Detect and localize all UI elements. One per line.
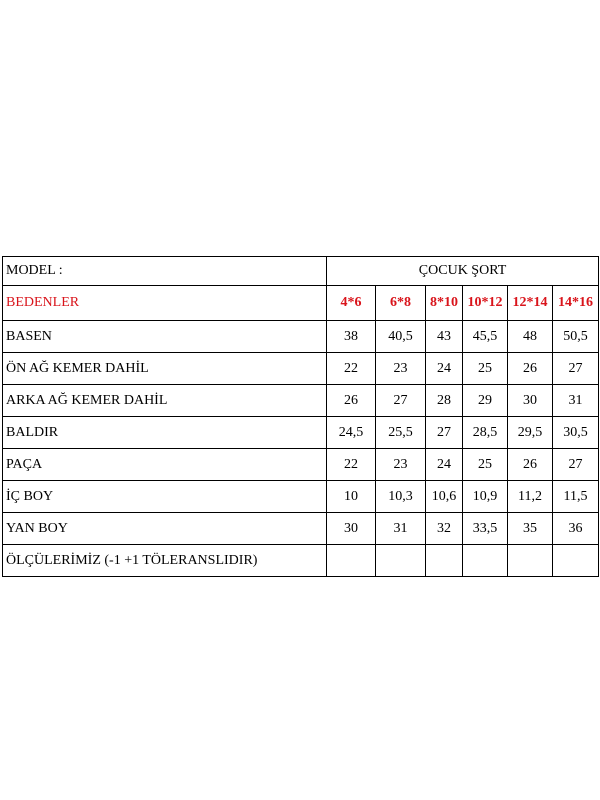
measurement-value: 24 — [426, 353, 463, 385]
measurement-value: 27 — [553, 353, 599, 385]
measurement-value: 38 — [327, 321, 376, 353]
empty-cell — [376, 545, 426, 577]
size-header: 10*12 — [463, 286, 508, 321]
measurement-label: YAN BOY — [3, 513, 327, 545]
model-label: MODEL : — [3, 257, 327, 286]
measurement-value: 31 — [376, 513, 426, 545]
table-row — [3, 513, 599, 545]
measurement-value: 10,6 — [426, 481, 463, 513]
measurement-value: 50,5 — [553, 321, 599, 353]
size-header: 8*10 — [426, 286, 463, 321]
tolerance-note: ÖLÇÜLERİMİZ (-1 +1 TÖLERANSLIDIR) — [3, 545, 327, 577]
empty-cell — [426, 545, 463, 577]
measurement-value: 31 — [553, 385, 599, 417]
table-row — [3, 417, 599, 449]
measurement-value: 22 — [327, 353, 376, 385]
table-row — [3, 481, 599, 513]
product-name: ÇOCUK ŞORT — [327, 257, 599, 286]
measurement-value: 24 — [426, 449, 463, 481]
size-header: 4*6 — [327, 286, 376, 321]
table-row — [3, 321, 599, 353]
measurement-value: 27 — [376, 385, 426, 417]
measurement-value: 30 — [327, 513, 376, 545]
measurement-value: 29,5 — [508, 417, 553, 449]
size-chart-table — [2, 256, 599, 577]
sizes-label: BEDENLER — [3, 286, 327, 321]
empty-cell — [327, 545, 376, 577]
measurement-value: 22 — [327, 449, 376, 481]
table-row — [3, 385, 599, 417]
table-row — [3, 353, 599, 385]
measurement-value: 35 — [508, 513, 553, 545]
measurement-value: 25 — [463, 449, 508, 481]
empty-cell — [463, 545, 508, 577]
measurement-value: 25 — [463, 353, 508, 385]
measurement-value: 24,5 — [327, 417, 376, 449]
measurement-value: 26 — [508, 353, 553, 385]
measurement-label: ÖN AĞ KEMER DAHİL — [3, 353, 327, 385]
measurement-value: 48 — [508, 321, 553, 353]
empty-cell — [508, 545, 553, 577]
measurement-value: 30,5 — [553, 417, 599, 449]
measurement-label: BALDIR — [3, 417, 327, 449]
measurement-value: 28,5 — [463, 417, 508, 449]
measurement-value: 45,5 — [463, 321, 508, 353]
measurement-label: İÇ BOY — [3, 481, 327, 513]
measurement-value: 10,3 — [376, 481, 426, 513]
size-header: 14*16 — [553, 286, 599, 321]
model-row — [3, 257, 599, 286]
measurement-value: 23 — [376, 353, 426, 385]
size-header: 6*8 — [376, 286, 426, 321]
measurement-value: 26 — [508, 449, 553, 481]
measurement-label: BASEN — [3, 321, 327, 353]
measurement-value: 29 — [463, 385, 508, 417]
measurement-value: 10,9 — [463, 481, 508, 513]
measurement-label: ARKA AĞ KEMER DAHİL — [3, 385, 327, 417]
measurement-value: 11,2 — [508, 481, 553, 513]
tolerance-row — [3, 545, 599, 577]
measurement-value: 25,5 — [376, 417, 426, 449]
measurement-value: 32 — [426, 513, 463, 545]
measurement-value: 28 — [426, 385, 463, 417]
size-header: 12*14 — [508, 286, 553, 321]
sizes-row — [3, 286, 599, 321]
empty-cell — [553, 545, 599, 577]
measurement-value: 40,5 — [376, 321, 426, 353]
measurement-value: 36 — [553, 513, 599, 545]
table-row — [3, 449, 599, 481]
measurement-value: 11,5 — [553, 481, 599, 513]
measurement-value: 33,5 — [463, 513, 508, 545]
measurement-value: 27 — [553, 449, 599, 481]
measurement-value: 23 — [376, 449, 426, 481]
measurement-value: 10 — [327, 481, 376, 513]
measurement-label: PAÇA — [3, 449, 327, 481]
measurement-value: 30 — [508, 385, 553, 417]
measurement-value: 43 — [426, 321, 463, 353]
measurement-value: 26 — [327, 385, 376, 417]
measurement-value: 27 — [426, 417, 463, 449]
